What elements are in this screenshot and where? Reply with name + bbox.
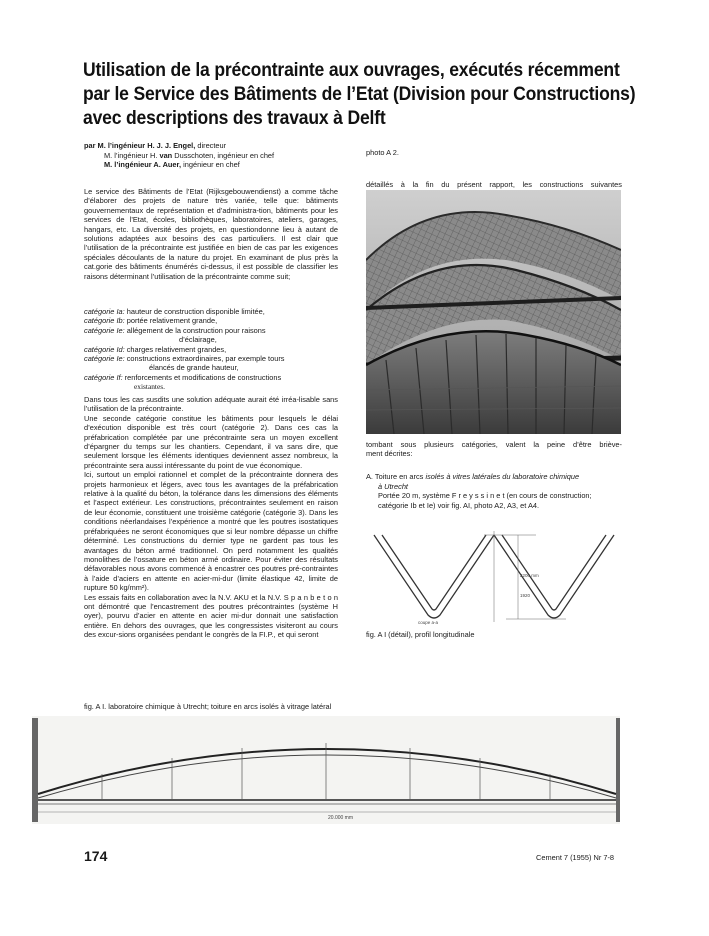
category-list	[84, 307, 338, 392]
title-line-2: par le Service des Bâtiments de l’Etat (Division pour Constructions)	[83, 83, 636, 105]
profile-dim-1: 2200 mm	[520, 573, 539, 578]
right-text-line-2: ment décrites:	[366, 449, 413, 459]
category-item: catégorie Ib: portée relativement grande,	[84, 316, 218, 326]
intro-paragraph: Le service des Bâtiments de l’Etat (Rijksgebouwendienst) a comme tâche d’élaborer des projets de nature très variée, telle que: bâtiments gouvernementaux de représentation et d’administra-tion, bâtiments pour les services de l’Etat, écoles, bibliothèques, laboratoires, ateliers, garages, hangars, etc. La diversité des projets, en questiondonne lieu à autant de solutions adaptées aux besoins des cas particuliers. Il est clair que l’utilisation de la précontrainte est justifiée en bien de cas par les exigences spéciales découlants de la nature du projet. En examinant de plus près la cat.gorie des bâtiments énumérés ci-dessus, il est possible de classifier les raisons déterminant l’utilisation de la précontrainte comme suit;	[84, 187, 338, 281]
category-item: catégorie Ie: constructions extraordinaires, par exemple tours	[84, 354, 285, 364]
category-continuation: d’éclairage,	[179, 335, 217, 345]
figure-a1-caption: fig. A I. laboratoire chimique à Utrecht; toiture en arcs isolés à vitrage latéral	[84, 702, 332, 711]
category-item: catégorie Ie: allégement de la construction pour raisons	[84, 325, 266, 335]
body-paragraph-4: Les essais faits en collaboration avec la N.V. AKU et la N.V. S p a n b e t o n ont démontré que l’encastrement des poutres précontraintes (système H oyer), pourvu d’acier en attente en acier mi-dur donnait une satisfaction entière. En dehors des ouvrages, que les congressistes visiteront au cours des excur-sions organisées pendant le congrès de la FI.P., et qui seront	[84, 592, 338, 640]
construction-photo	[366, 190, 621, 434]
section-a	[366, 472, 622, 510]
category-item: catégorie Id: charges relativement grandes,	[84, 344, 227, 354]
longitudinal-profile-drawing	[366, 527, 616, 627]
section-a-heading: A. Toiture en arcs isolés à vitres latérales du laboratoire chimique	[366, 472, 580, 481]
title-line-1: Utilisation de la précontrainte aux ouvrages, exécutés récemment	[83, 59, 620, 81]
section-a-place: à Utrecht	[378, 481, 408, 491]
figure-a1-detail-caption: fig. A I (détail), profil longitudinale	[366, 630, 475, 639]
right-column-text	[366, 440, 622, 459]
right-intro-line: détaillés à la fin du présent rapport, les constructions suivantes	[366, 180, 622, 189]
article-title	[83, 58, 636, 130]
category-continuation: existantes.	[134, 382, 165, 392]
author-1: par M. l’ingénieur H. J. J. Engel, directeur	[84, 141, 227, 150]
right-text-line-1: tombant sous plusieurs catégories, valent la peine d’être briève-	[366, 440, 622, 449]
category-item: catégorie If: renforcements et modifications de constructions	[84, 372, 282, 382]
title-line-3: avec descriptions des travaux à Delft	[83, 107, 386, 129]
left-column-intro	[84, 187, 338, 285]
category-continuation: élancés de grande hauteur,	[149, 363, 239, 373]
section-a-line-4: catégorie Ib et Ie) voir fig. AI, photo A2, A3, et A4.	[378, 500, 540, 510]
arch-elevation-drawing	[32, 716, 620, 824]
elevation-dimension-label: 20.000 mm	[328, 815, 354, 821]
photo-caption: photo A 2.	[366, 148, 399, 157]
section-a-line-3: Portée 20 m, système F r e y s s i n e t (en cours de construction;	[378, 491, 592, 501]
profile-section-label: coupe a-a	[418, 620, 439, 625]
journal-reference: Cement 7 (1955) Nr 7-8	[536, 853, 615, 862]
category-item: catégorie Ia: hauteur de construction disponible limitée,	[84, 307, 265, 316]
profile-dim-2: 1920	[520, 593, 531, 598]
body-paragraph-3: Ici, surtout un emploi rationnel et complet de la précontrainte donnera des projets harmonieux et légers, avec tous les avantages de la préfabrication relative à la qualité du béton, la tolérance dans les dimensions des éléments et l’aspect extérieur. Les constructions, précontraintes seulement en raison de leur économie, constituent une troisième catégorie (catégorie 3). Dans les conditions néerlandaises l’expérience a montré que les poutres isostatiques préfabriquées ne seront économiques que si leur nombre dépasse un chiffre déterminé. Les constructions du dernier type ne gardent pas tous les avantages du béton armé traditionnel. On perd notamment les qualités monolithes de l’ossature en béton armé ordinaire. Pour éviter des résultats défavorables nous avons commencé à encastrer ces poutres pré-contraintes à l’aide d’aciers en attente en acier-mi-dur (limite élastique 42, limite de rupture 50 kg/mm²).	[84, 470, 338, 593]
page-number: 174	[84, 848, 108, 864]
author-2: M. l’ingénieur H. van Dusschoten, ingénieur en chef	[104, 150, 275, 160]
left-column-body	[84, 395, 338, 640]
author-list	[84, 141, 354, 170]
body-paragraph-1: Dans tous les cas susdits une solution adéquate aurait été irréa-lisable sans l’utilisation de la précontrainte.	[84, 395, 338, 414]
body-paragraph-2: Une seconde catégorie constitue les bâtiments pour lesquels le délai d’exécution disponible est très court (catégorie 2). Dans ces cas la préfabrication complétée par une précontrainte sera un moyen excellent d’épargner du temps sur les chantiers. Cependant, il va sans dire, que seulement lorsque les éléments identiques deviennent assez nombreux, la précontrainte sera aussi intéressante du point de vue économique.	[84, 413, 338, 470]
author-3: M. l’ingénieur A. Auer, ingénieur en chef	[104, 160, 240, 169]
